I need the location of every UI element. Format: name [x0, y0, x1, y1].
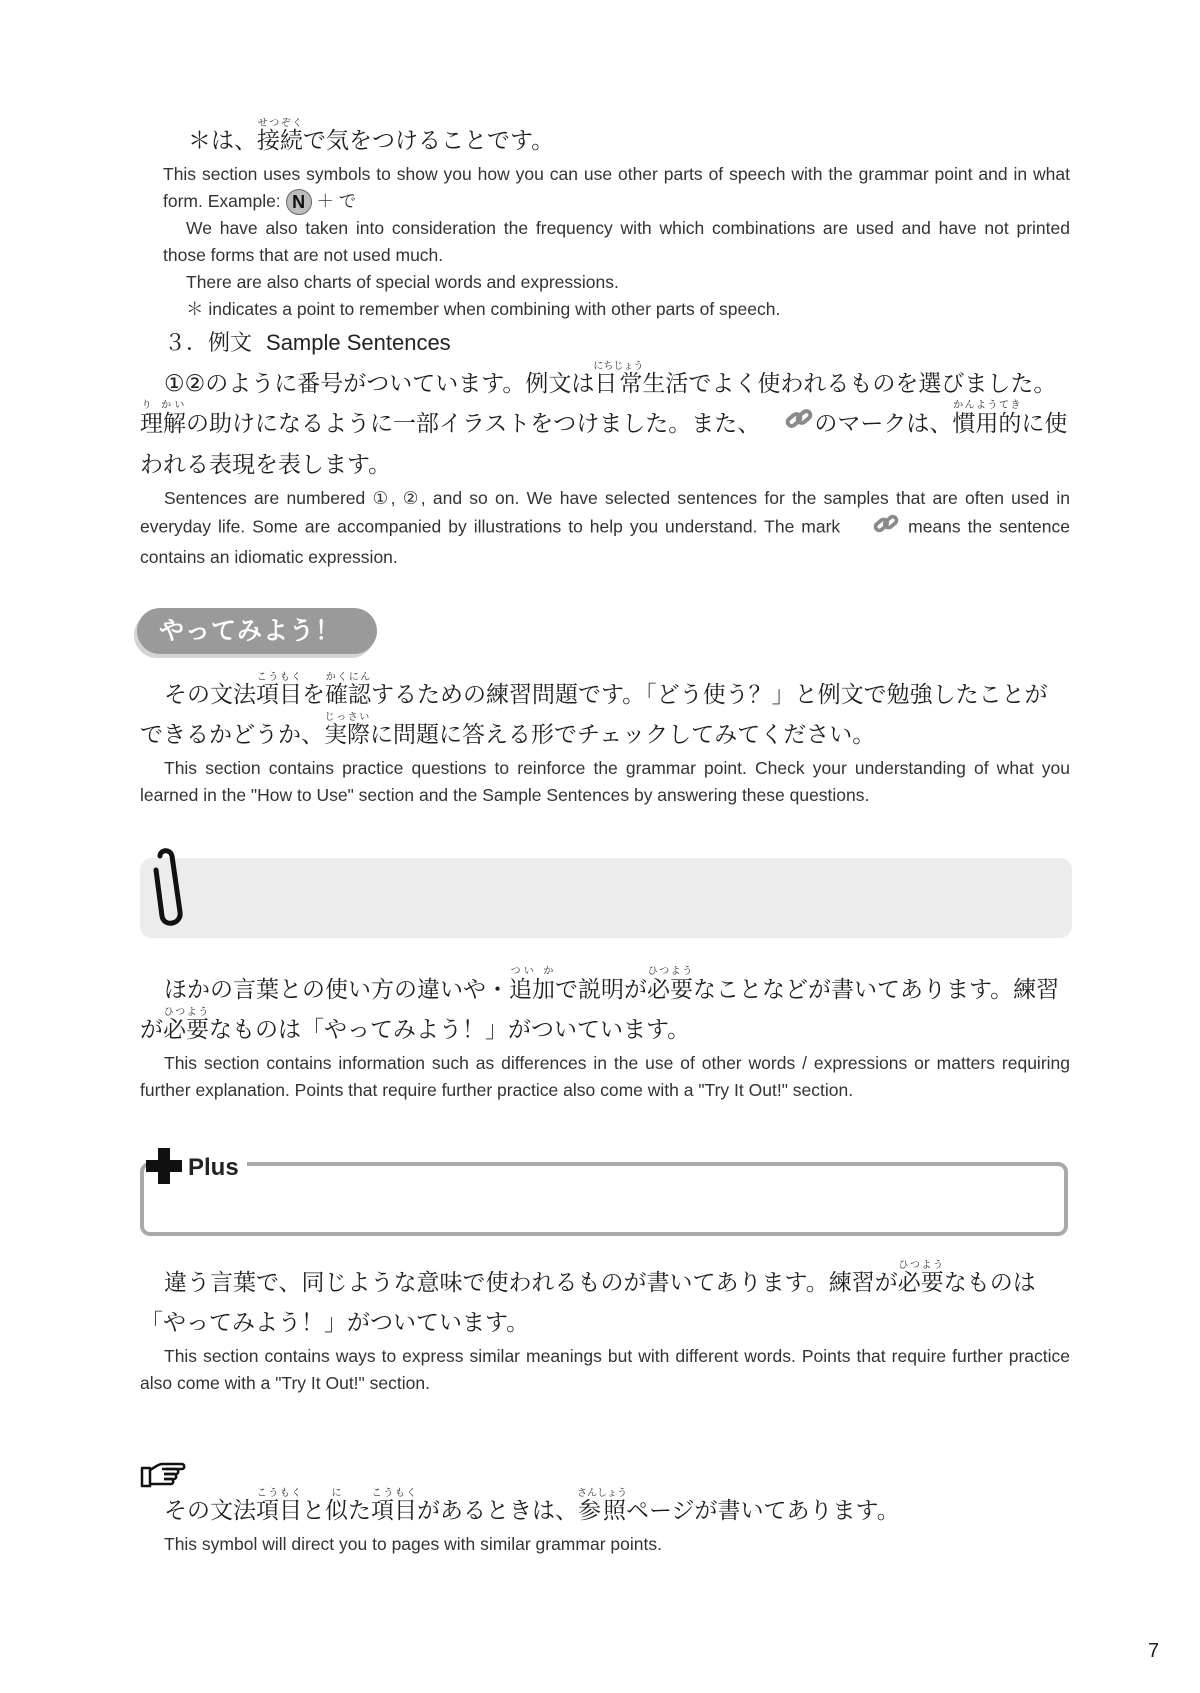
ref-en: This symbol will direct you to pages with similar grammar points.: [164, 1534, 662, 1554]
sentences-en: Sentences are numbered ①, ②, and so on. We have selected sentences for the samples that are often used in everyday life. Some are accompanied by illustrations to help you understand. The mark means the sentence contains an idiomatic expression.: [140, 487, 1070, 567]
plus-header-box: [140, 1162, 1068, 1236]
note-en: This section contains information such as differences in the use of other words / expressions or matters requiring further explanation. Points that require further practice also come with a "Try It Out!" section.: [140, 1053, 1070, 1100]
forms-note-ja: ＊は、接続せつぞくで気をつけることです。: [188, 118, 555, 154]
plus-header: [146, 1148, 247, 1188]
try-section: [140, 672, 1070, 809]
forms-para-3: There are also charts of special words and expressions.: [186, 272, 619, 293]
chain-link-icon: [760, 405, 814, 445]
plus-section: [140, 1260, 1070, 1397]
plus-label: Plus: [188, 1154, 239, 1181]
ref-ja: その文法項目こうもくと似にた項目こうもくがあるときは、参照さんしょうページが書いてあります。: [164, 1488, 900, 1524]
noun-badge: N: [286, 189, 312, 215]
try-en: This section contains practice questions to reinforce the grammar point. Check your understanding of what you learned in the "How to Use" section and the Sample Sentences by answering these questions.: [140, 758, 1070, 805]
note-header-box: [140, 858, 1072, 938]
note-ja: ほかの言葉との使い方の違いや・追加つい かで説明が必要ひつようなことなどが書いてあります。練習が必要ひつようなものは「やってみよう！」がついています。: [140, 966, 1060, 1043]
chain-link-icon: [847, 512, 901, 544]
try-it-out-badge: やってみよう！: [137, 608, 377, 654]
try-ja: その文法項目こうもくを確認かくにんするための練習問題です。「どう使う？」と例文で勉強したことができるかどうか、実際じっさいに問題に答える形でチェックしてみてください。: [140, 672, 1048, 748]
forms-para-2: We have also taken into consideration the frequency with which combinations are used and have not printed those forms that are not used much.: [163, 218, 1070, 266]
ref-section: [140, 1488, 1070, 1558]
sentences-section: [140, 326, 1070, 571]
page-number: 7: [1148, 1640, 1160, 1662]
forms-para-1: This section uses symbols to show you how you can use other parts of speech with the grammar point and in what form. Example: N ＋ で: [117, 161, 1070, 215]
plus-ja: 違う言葉で、同じような意味で使われるものが書いてあります。練習が必要ひつようなものは「やってみよう！」がついています。: [140, 1260, 1036, 1336]
paperclip-icon: [150, 848, 186, 934]
note-section: [140, 966, 1070, 1104]
forms-para-4: ＊ indicates a point to remember when combining with other parts of speech.: [186, 299, 781, 320]
plus-cross-icon: [146, 1148, 182, 1188]
sentences-ja: ①②のように番号がついています。例文は日常にちじょう生活でよく使われるものを選びました。理解り かいの助けになるように一部イラストをつけました。また、 のマークは、慣用的かんようてきに使われる表現を表します。: [140, 361, 1068, 478]
plus-en: This section contains ways to express similar meanings but with different words. Points that require further practice also come with a "Try It Out!" section.: [140, 1346, 1070, 1393]
sentences-heading: ３．例文 Sample Sentences: [164, 330, 451, 356]
forms-section: [140, 118, 1070, 323]
